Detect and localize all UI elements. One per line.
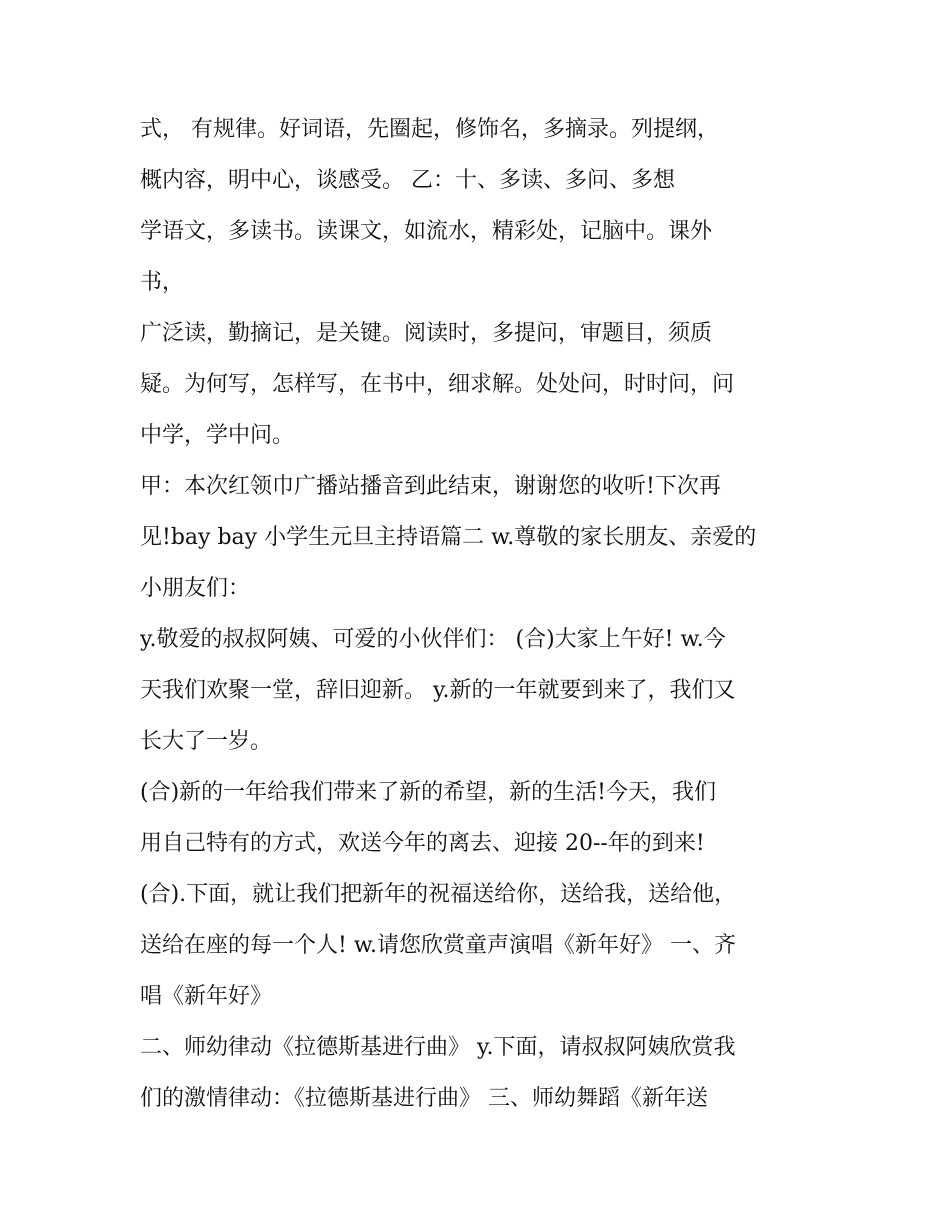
text-line: 唱《新年好》 <box>140 984 273 1009</box>
text-line: 用自己特有的方式，欢送今年的离去、迎接 20--年的到来! <box>140 831 705 856</box>
text-line: y.敬爱的叔叔阿姨、可爱的小伙伴们： (合)大家上午好! w.今 <box>140 627 726 652</box>
text-line: 甲：本次红领巾广播站播音到此结束，谢谢您的收听!下次再 <box>140 474 721 499</box>
text-line: 书， <box>140 270 185 295</box>
text-line: 中学，学中问。 <box>140 423 295 448</box>
text-line: 概内容，明中心，谈感受。 乙：十、多读、多问、多想 <box>140 168 675 193</box>
text-line: 广泛读，勤摘记，是关键。阅读时，多提问，审题目，须质 <box>140 321 713 346</box>
text-line: (合).下面，就让我们把新年的祝福送给你，送给我，送给他， <box>140 882 737 907</box>
text-line: 学语文，多读书。读课文，如流水，精彩处，记脑中。课外 <box>140 219 713 244</box>
document-body <box>140 104 840 1124</box>
text-line: 长大了一岁。 <box>140 729 273 754</box>
text-line: 送给在座的每一个人! w.请您欣赏童声演唱《新年好》 一、齐 <box>140 933 737 958</box>
text-line: 们的激情律动：《拉德斯基进行曲》 三、师幼舞蹈《新年送 <box>140 1086 708 1111</box>
text-line: 疑。为何写，怎样写，在书中，细求解。处处问，时时问，问 <box>140 372 735 397</box>
text-line: (合)新的一年给我们带来了新的希望，新的生活!今天，我们 <box>140 780 717 805</box>
text-line: 小朋友们： <box>140 576 251 601</box>
text-line: 式， 有规律。好词语，先圈起，修饰名，多摘录。列提纲， <box>140 117 719 142</box>
text-line: 见!bay bay 小学生元旦主持语篇二 w.尊敬的家长朋友、亲爱的 <box>140 525 757 550</box>
text-line: 二、师幼律动《拉德斯基进行曲》 y.下面，请叔叔阿姨欣赏我 <box>140 1035 736 1060</box>
text-line: 天我们欢聚一堂，辞旧迎新。 y.新的一年就要到来了，我们又 <box>140 678 736 703</box>
